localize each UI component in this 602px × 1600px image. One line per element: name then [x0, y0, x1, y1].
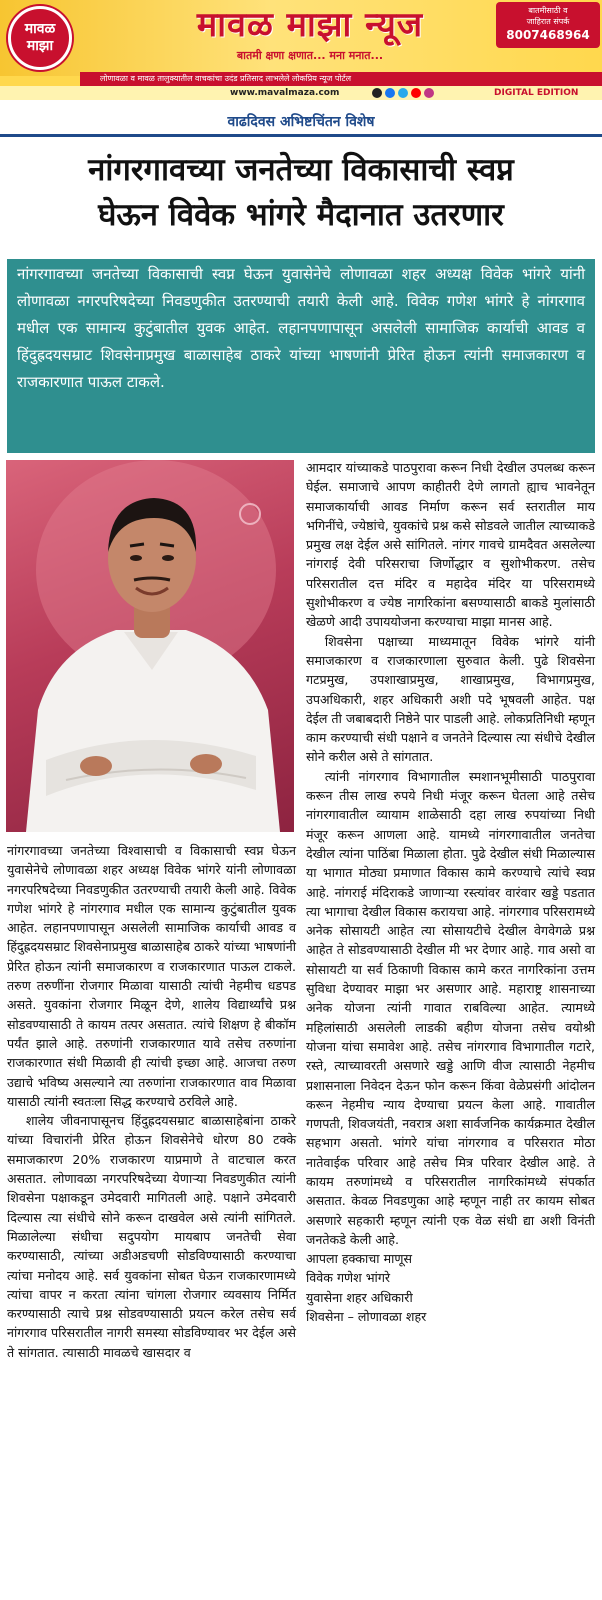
facebook-icon[interactable]	[385, 88, 395, 98]
logo-line-1: मावळ	[24, 21, 56, 37]
paragraph: शिवसेना पक्षाच्या माध्यमातून विवेक भांगरे यांनी समाजकारण व राजकारणाला सुरुवात केली. पुढे शिवसेना गटप्रमुख, उपशाखाप्रमुख, शाखाप्रमुख, विभागप्रमुख, उपअधिकारी, शहर अधिकारी अशी पदे भूषवली आहेत. पक्ष देईल ती जबाबदारी निष्ठेने पार पाडली आहे. लोकप्रतिनिधी म्हणून काम करण्याची संधी पक्षाने व जनतेने दिल्यास त्या संधीचे देखील सोने करील असे ते सांगतात.	[306, 633, 595, 765]
signoff-line-3: युवासेना शहर अधिकारी	[306, 1289, 413, 1305]
contact-label-1: बातमीसाठी व	[528, 6, 568, 15]
paragraph: शालेय जीवनापासूनच हिंदुह्रदयसम्राट बाळासाहेबांना ठाकरे यांच्या विचारांनी प्रेरित होऊन शिवसेनेचे धोरण 80 टक्के समाजकारण 20% राजकारण याप्रमाणे ते वाटचाल करत असतात. लोणावळा नगरपरिषदेच्या येणाऱ्या निवडणुकीत त्यांनी शिवसेना पक्षाकडून उमेदवारी मागितली आहे. पक्षाने उमेदवारी दिल्यास त्या संधीचे सोने करून दाखवेल असे त्यांनी सांगितले. मिळालेल्या संधीचा सदुपयोग मायबाप जनतेची सेवा करण्यासाठी, त्यांच्या अडीअडचणी सोडविण्यासाठी करण्याचा त्यांचा मनोदय आहे. सर्व युवकांना सोबत घेऊन राजकारणामध्ये त्यांचा वापर न करता त्यांना चांगला रोजगार व्यवसाय निर्मित करण्यासाठी त्याचे प्रश्न सोडवण्यासाठी प्रयत्न करेल तसेच सर्व नांगरगाव परिसरातील नागरी समस्या सोडविण्यावर भर देईल असे ते सांगतात. त्यासाठी मावळचे खासदार व	[7, 1113, 296, 1360]
paragraph: त्यांनी नांगरगाव विभागातील स्मशानभूमीसाठी पाठपुरावा करून तीस लाख रुपये निधी मंजूर करून घेतला आहे तसेच नांगरगावातील व्यायाम शाळेसाठी दहा लाख रुपयांच्या निधी मंजूर करून आणला आहे. यामध्ये नांगरगावातील जनतेचा देखील त्यांना पाठिंबा मिळाला होता. पुढे देखील संधी मिळाल्यास या भागात मोठ्या प्रमाणात विकास कामे करण्याचे त्यांचे स्वप्न आहे. नांगराई मंदिराकडे जाणाऱ्या रस्त्यांवर वारंवार खड्डे पडतात त्या भागाचा देखील विकास करायचा आहे. नांगरगाव परिसरामध्ये अनेक सोसायटी आहेत त्या सोसायटीचे देखील वेगवेगळे प्रश्न आहेत ते सोडवण्यासाठी देखील मी भर देणार आहे. गाव असो वा सोसायटी या सर्व ठिकाणी विकास कामे करत नागरिकांना उत्तम सुविधा देण्यावर माझा भर असणार आहे. महाराष्ट्र शासनाच्या अनेक योजना त्यांनी गावात राबविल्या आहेत. त्यामध्ये महिलांसाठी असलेली लाडकी बहीण योजना तसेच वयोश्री योजना यांचा समावेश आहे. तसेच नांगरगाव विभागातील गटारे, रस्ते, त्याच्यावरती असणारे खड्डे आणि वीज त्यासाठी नेहमीच प्रशासनाला निवेदन देऊन फोन करून किंवा वेळेप्रसंगी आंदोलन करून नेहमीच न्याय देण्याचा प्रयत्न केला आहे. गावातील गणपती, शिवजयंती, नवरात्र अशा सार्वजनिक कार्यक्रमात देखील सहभाग असतो. भांगरे यांचा नांगरगाव व परिसरात मोठा नातेवाईक परिवार आहे तसेच मित्र परिवार देखील आहे. ते कायम तरुणांमध्ये व परिसरातील नागरिकांमध्ये संपर्कात असतात. केवळ निवडणुका आहे म्हणून नाही तर कायम सोबत असणारे सहकारी म्हणून त्यांनी एक वेळ संधी द्या अशी विनंती जनतेकडे केली आहे.	[306, 768, 595, 1247]
brand-title: मावळ माझा न्यूज	[196, 5, 424, 45]
telegram-icon[interactable]	[398, 88, 408, 98]
instagram-icon[interactable]	[424, 88, 434, 98]
brand-tagline: बातमी क्षणा क्षणात... मना मनात...	[236, 49, 384, 62]
headline-line-1: नांगरगावच्या जनतेच्या विकासाची स्वप्न	[88, 152, 514, 188]
site-row	[0, 86, 602, 100]
youtube-icon[interactable]	[411, 88, 421, 98]
edition-label: DIGITAL EDITION	[494, 88, 579, 98]
paragraph: आमदार यांच्याकडे पाठपुरावा करून निधी देखील उपलब्ध करून घेईल. समाजाचे आपण काहीतरी देणे लागतो ह्याच भावनेतून समाजकार्याची आवड निर्माण करून सर्व स्तरातील माय भगिनींचे, ज्येष्ठांचे, युवकांचे प्रश्न कसे सोडवले जातील त्याच्याकडे प्रमुख लक्ष देईल असे सांगितले. नांगर गावचे ग्रामदैवत असलेल्या नांगराई देवी परिसराचा जिर्णोद्धार व सुशोभीकरण. तसेच परिसरातील दत्त मंदिर व महादेव मंदिर या परिसरामध्ये सुशोभीकरण व ज्येष्ठ नागरिकांना बसण्यासाठी बाकडे मुलांसाठी खेळणे आदी उपाययोजना करण्याचा माझा मानस आहे.	[306, 460, 595, 630]
section-divider	[0, 134, 602, 137]
intro-box: नांगरगावच्या जनतेच्या विकासाची स्वप्न घेऊन युवासेनेचे लोणावळा शहर अध्यक्ष विवेक भांगरे यांनी लोणावळा नगरपरिषदेच्या निवडणुकीत उतरण्याची तयारी केली आहे. विवेक गणेश भांगरे हे नांगरगाव मधील एक सामान्य कुटुंबातील युवक आहेत. लहानपणापासून असलेली सामाजिक कार्याची आवड व हिंदुह्रदयसम्राट शिवसेनाप्रमुख बाळासाहेब ठाकरे यांच्या भाषणांनी प्रेरित होऊन त्यांनी समाजकारण व राजकारणात पाऊल टाकले.	[7, 259, 595, 453]
article-column-left	[7, 841, 296, 1362]
masthead	[0, 0, 602, 100]
section-label: वाढदिवस अभिष्टचिंतन विशेष	[227, 114, 375, 130]
website-link[interactable]: www.mavalmaza.com	[230, 88, 340, 98]
signoff-line-2: विवेक गणेश भांगरे	[306, 1270, 391, 1286]
signoff	[306, 1249, 595, 1326]
contact-label-2: जाहिरात संपर्क	[526, 17, 570, 26]
contact-box[interactable]	[496, 2, 600, 48]
headline	[8, 148, 594, 238]
headline-line-2: घेऊन विवेक भांगरे मैदानात उतरणार	[98, 197, 504, 233]
social-icons	[372, 88, 434, 98]
portrait-illustration	[6, 460, 294, 832]
portrait-photo	[6, 460, 294, 832]
contact-phone[interactable]: 8007468964	[506, 28, 590, 42]
signoff-line-1: आपला हक्काचा माणूस	[306, 1251, 412, 1267]
article-column-right	[306, 458, 595, 1326]
logo-line-2: माझा	[26, 38, 54, 54]
signoff-line-4: शिवसेना – लोणावळा शहर	[306, 1309, 427, 1325]
threads-icon[interactable]	[372, 88, 382, 98]
paragraph: नांगरगावच्या जनतेच्या विश्वासाची व विकासाची स्वप्न घेऊन युवासेनेचे लोणावळा शहर अध्यक्ष विवेक भांगरे यांनी लोणावळा नगरपरिषदेच्या निवडणुकीत उतरण्याची तयारी केली आहे. विवेक गणेश भांगरे हे नांगरगाव मधील एक सामान्य कुटुंबातील युवक आहेत. लहानपणापासून असलेली सामाजिक कार्याची आवड व हिंदुह्रदयसम्राट शिवसेनाप्रमुख बाळासाहेब ठाकरे यांच्या भाषणांनी प्रेरित होऊन त्यांनी समाजकारण व राजकारणात पाऊल टाकले. तरुण तरुणींना रोजगार मिळावा यासाठी त्यांची नेहमीच धडपड असते. युवकांना रोजगार मिळून देणे, शालेय विद्यार्थ्यांचे प्रश्न सोडवण्यासाठी ते कायम तत्पर असतात. त्यांचे शिक्षण हे बीकॉम पर्यंत झाले आहे. तरुणांनी राजकारणात यावे तसेच तरुणांना राजकारणात संधी मिळावी ही त्यांची इच्छा आहे. आजचा तरुण उद्याचे भविष्य असल्याने त्या तरुणांना राजकारणात वाव मिळावा यासाठी त्यांनी स्वतःला सिद्ध करण्याचे ठरविले आहे.	[7, 843, 296, 1109]
portal-strip: लोणावळा व मावळ तालुक्यातील वाचकांचा उदंड प्रतिसाद लाभलेले लोकप्रिय न्यूज पोर्टल	[80, 72, 602, 86]
brand-logo[interactable]	[8, 6, 72, 70]
